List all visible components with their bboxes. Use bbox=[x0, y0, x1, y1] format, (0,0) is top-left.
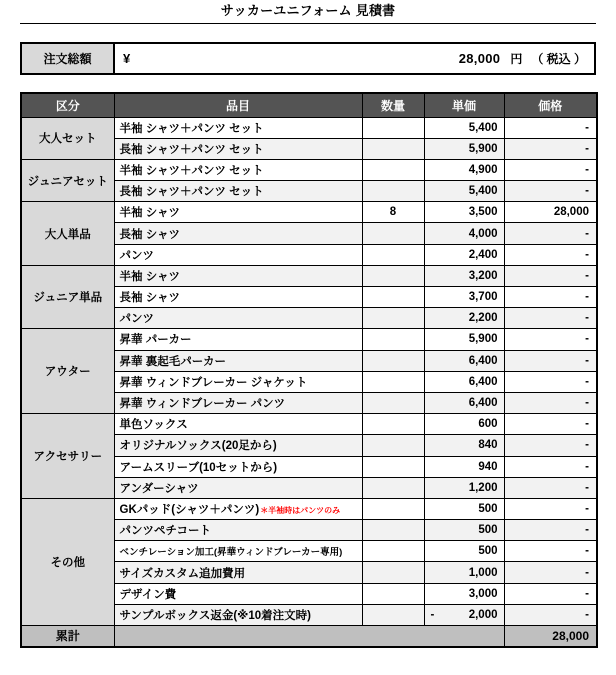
item-name-label: 昇華 パーカー bbox=[119, 334, 192, 347]
table-row bbox=[21, 498, 597, 519]
table-row bbox=[21, 159, 597, 180]
footer-label: 累計 bbox=[21, 626, 114, 647]
quantity-cell[interactable] bbox=[362, 498, 424, 519]
item-name-cell bbox=[114, 138, 362, 159]
price-cell: - bbox=[504, 159, 597, 180]
category-cell: アウター bbox=[21, 329, 114, 414]
item-name-cell bbox=[114, 117, 362, 138]
quantity-cell[interactable] bbox=[362, 520, 424, 541]
item-name-label: 昇華 ウィンドブレーカー パンツ bbox=[119, 398, 286, 411]
item-name-label: 半袖 シャツ bbox=[119, 207, 180, 220]
price-cell: - bbox=[504, 541, 597, 562]
column-header-item: 品目 bbox=[114, 93, 362, 117]
table-header bbox=[21, 93, 597, 117]
price-cell: - bbox=[504, 414, 597, 435]
unit-price-cell: 2,400 bbox=[424, 244, 504, 265]
item-name-label: オリジナルソックス(20足から) bbox=[119, 440, 277, 453]
unit-price-cell: 500 bbox=[424, 520, 504, 541]
price-cell: - bbox=[504, 117, 597, 138]
order-total-amount: 28,000 bbox=[458, 51, 501, 66]
item-name-cell bbox=[114, 287, 362, 308]
unit-price-cell: 6,400 bbox=[424, 392, 504, 413]
title-divider bbox=[20, 23, 596, 24]
item-name-cell bbox=[114, 202, 362, 223]
item-name-cell bbox=[114, 435, 362, 456]
yen-symbol: ¥ bbox=[123, 51, 131, 66]
unit-price-cell: 500 bbox=[424, 498, 504, 519]
unit-price-cell: 4,000 bbox=[424, 223, 504, 244]
price-cell: - bbox=[504, 181, 597, 202]
category-cell: その他 bbox=[21, 498, 114, 625]
table-row bbox=[21, 414, 597, 435]
item-name-label: 昇華 ウィンドブレーカー ジャケット bbox=[119, 376, 308, 389]
table-row bbox=[21, 202, 597, 223]
item-name-cell bbox=[114, 520, 362, 541]
category-cell: ジュニア単品 bbox=[21, 265, 114, 329]
quantity-cell[interactable] bbox=[362, 414, 424, 435]
unit-price-cell: 6,400 bbox=[424, 350, 504, 371]
page-title: サッカーユニフォーム 見積書 bbox=[220, 3, 396, 18]
unit-price-cell: 5,400 bbox=[424, 181, 504, 202]
item-name-cell bbox=[114, 159, 362, 180]
unit-price-cell: 940 bbox=[424, 456, 504, 477]
quantity-cell[interactable] bbox=[362, 541, 424, 562]
quotation-table bbox=[20, 92, 598, 648]
item-name-label: ベンチレーション加工(昇華ウィンドブレーカー専用) bbox=[119, 547, 343, 559]
price-cell: - bbox=[504, 371, 597, 392]
item-name-label: GKパッド(シャツ＋パンツ) bbox=[119, 503, 260, 516]
price-cell: - bbox=[504, 583, 597, 604]
column-header-category: 区分 bbox=[21, 93, 114, 117]
table-body bbox=[21, 117, 597, 626]
unit-price-cell: 3,200 bbox=[424, 265, 504, 286]
table-row bbox=[21, 117, 597, 138]
unit-price-cell: 2,200 bbox=[424, 308, 504, 329]
category-cell: ジュニアセット bbox=[21, 159, 114, 201]
item-name-label: 半袖 シャツ＋パンツ セット bbox=[119, 122, 264, 135]
price-cell: - bbox=[504, 138, 597, 159]
unit-price-cell bbox=[424, 604, 504, 625]
quantity-cell[interactable] bbox=[362, 244, 424, 265]
price-cell: - bbox=[504, 456, 597, 477]
item-name-cell bbox=[114, 541, 362, 562]
price-cell: - bbox=[504, 392, 597, 413]
quantity-cell[interactable] bbox=[362, 223, 424, 244]
negative-unit-price-wrap bbox=[429, 609, 500, 621]
price-cell: - bbox=[504, 604, 597, 625]
price-cell: - bbox=[504, 244, 597, 265]
item-name-cell bbox=[114, 604, 362, 625]
item-name-label: 単色ソックス bbox=[119, 419, 188, 432]
item-name-cell bbox=[114, 477, 362, 498]
quantity-cell[interactable] bbox=[362, 329, 424, 350]
item-name-cell bbox=[114, 244, 362, 265]
item-note-label: ＊半袖時はパンツのみ bbox=[260, 505, 341, 515]
item-name-cell bbox=[114, 181, 362, 202]
item-name-cell bbox=[114, 456, 362, 477]
order-total-tax-note: （ 税込 ） bbox=[531, 52, 586, 66]
unit-price-cell: 1,000 bbox=[424, 562, 504, 583]
unit-price-cell: 6,400 bbox=[424, 371, 504, 392]
item-name-label: 長袖 シャツ bbox=[119, 292, 180, 305]
price-cell: - bbox=[504, 265, 597, 286]
unit-price-cell: 840 bbox=[424, 435, 504, 456]
unit-price-cell: 5,900 bbox=[424, 329, 504, 350]
quantity-cell[interactable] bbox=[362, 477, 424, 498]
price-cell: - bbox=[504, 520, 597, 541]
item-name-cell bbox=[114, 308, 362, 329]
item-name-label: 長袖 シャツ＋パンツ セット bbox=[119, 143, 264, 156]
quantity-cell[interactable] bbox=[362, 392, 424, 413]
order-total-label: 注文総額 bbox=[22, 44, 115, 73]
unit-price-cell: 600 bbox=[424, 414, 504, 435]
item-name-label: 長袖 シャツ＋パンツ セット bbox=[119, 186, 264, 199]
item-name-label: 昇華 裏起毛パーカー bbox=[119, 355, 226, 368]
item-name-cell bbox=[114, 392, 362, 413]
quantity-cell[interactable] bbox=[362, 159, 424, 180]
item-name-cell bbox=[114, 223, 362, 244]
unit-price-cell: 5,900 bbox=[424, 138, 504, 159]
item-name-cell bbox=[114, 350, 362, 371]
unit-price-cell: 3,000 bbox=[424, 583, 504, 604]
quantity-cell[interactable] bbox=[362, 435, 424, 456]
unit-price-cell: 500 bbox=[424, 541, 504, 562]
negative-sign: - bbox=[430, 608, 435, 621]
unit-price-cell: 5,400 bbox=[424, 117, 504, 138]
category-cell: 大人単品 bbox=[21, 202, 114, 266]
unit-price-cell: 3,700 bbox=[424, 287, 504, 308]
unit-price-cell: 4,900 bbox=[424, 159, 504, 180]
column-header-price: 価格 bbox=[504, 93, 597, 117]
price-cell: - bbox=[504, 562, 597, 583]
quantity-cell[interactable] bbox=[362, 138, 424, 159]
footer-total-value: 28,000 bbox=[504, 626, 597, 647]
item-name-label: アームスリーブ(10セットから) bbox=[119, 461, 278, 474]
category-cell: アクセサリー bbox=[21, 414, 114, 499]
quantity-cell[interactable]: 8 bbox=[362, 202, 424, 223]
order-total-unit: 円 bbox=[510, 52, 523, 66]
quantity-cell[interactable] bbox=[362, 371, 424, 392]
price-cell: - bbox=[504, 287, 597, 308]
item-name-label: デザイン費 bbox=[119, 588, 177, 601]
price-cell: - bbox=[504, 435, 597, 456]
table-footer bbox=[21, 626, 597, 647]
item-name-label: 半袖 シャツ bbox=[119, 270, 180, 283]
table-row bbox=[21, 329, 597, 350]
quantity-cell[interactable] bbox=[362, 583, 424, 604]
item-name-cell bbox=[114, 498, 362, 519]
price-cell: - bbox=[504, 308, 597, 329]
item-name-cell bbox=[114, 265, 362, 286]
item-name-label: パンツペチコート bbox=[119, 525, 212, 538]
item-name-cell bbox=[114, 414, 362, 435]
price-cell: - bbox=[504, 329, 597, 350]
quantity-cell[interactable] bbox=[362, 604, 424, 625]
price-cell: - bbox=[504, 350, 597, 371]
price-cell: - bbox=[504, 223, 597, 244]
item-name-cell bbox=[114, 583, 362, 604]
quantity-cell[interactable] bbox=[362, 117, 424, 138]
quantity-cell[interactable] bbox=[362, 181, 424, 202]
item-name-label: アンダーシャツ bbox=[119, 482, 199, 495]
price-cell: - bbox=[504, 498, 597, 519]
quantity-cell[interactable] bbox=[362, 350, 424, 371]
item-name-label: パンツ bbox=[119, 249, 154, 262]
table-header-row bbox=[21, 93, 597, 117]
item-name-label: 半袖 シャツ＋パンツ セット bbox=[119, 164, 264, 177]
quantity-cell[interactable] bbox=[362, 308, 424, 329]
column-header-quantity: 数量 bbox=[362, 93, 424, 117]
quantity-cell[interactable] bbox=[362, 456, 424, 477]
item-name-label: 長袖 シャツ bbox=[119, 228, 180, 241]
category-cell: 大人セット bbox=[21, 117, 114, 159]
item-name-label: パンツ bbox=[119, 313, 154, 326]
item-name-label: サンプルボックス返金(※10着注文時) bbox=[119, 609, 311, 622]
order-total-box bbox=[20, 42, 596, 75]
unit-price-value: 2,000 bbox=[468, 608, 498, 621]
unit-price-cell: 1,200 bbox=[424, 477, 504, 498]
item-name-cell bbox=[114, 562, 362, 583]
unit-price-cell: 3,500 bbox=[424, 202, 504, 223]
footer-blank bbox=[114, 626, 504, 647]
order-total-body bbox=[115, 44, 594, 73]
quantity-cell[interactable] bbox=[362, 562, 424, 583]
column-header-unit-price: 単価 bbox=[424, 93, 504, 117]
item-name-cell bbox=[114, 329, 362, 350]
quantity-cell[interactable] bbox=[362, 265, 424, 286]
price-cell: 28,000 bbox=[504, 202, 597, 223]
item-name-cell bbox=[114, 371, 362, 392]
price-cell: - bbox=[504, 477, 597, 498]
quantity-cell[interactable] bbox=[362, 287, 424, 308]
item-name-label: サイズカスタム追加費用 bbox=[119, 567, 246, 580]
table-row bbox=[21, 265, 597, 286]
table-footer-row bbox=[21, 626, 597, 647]
